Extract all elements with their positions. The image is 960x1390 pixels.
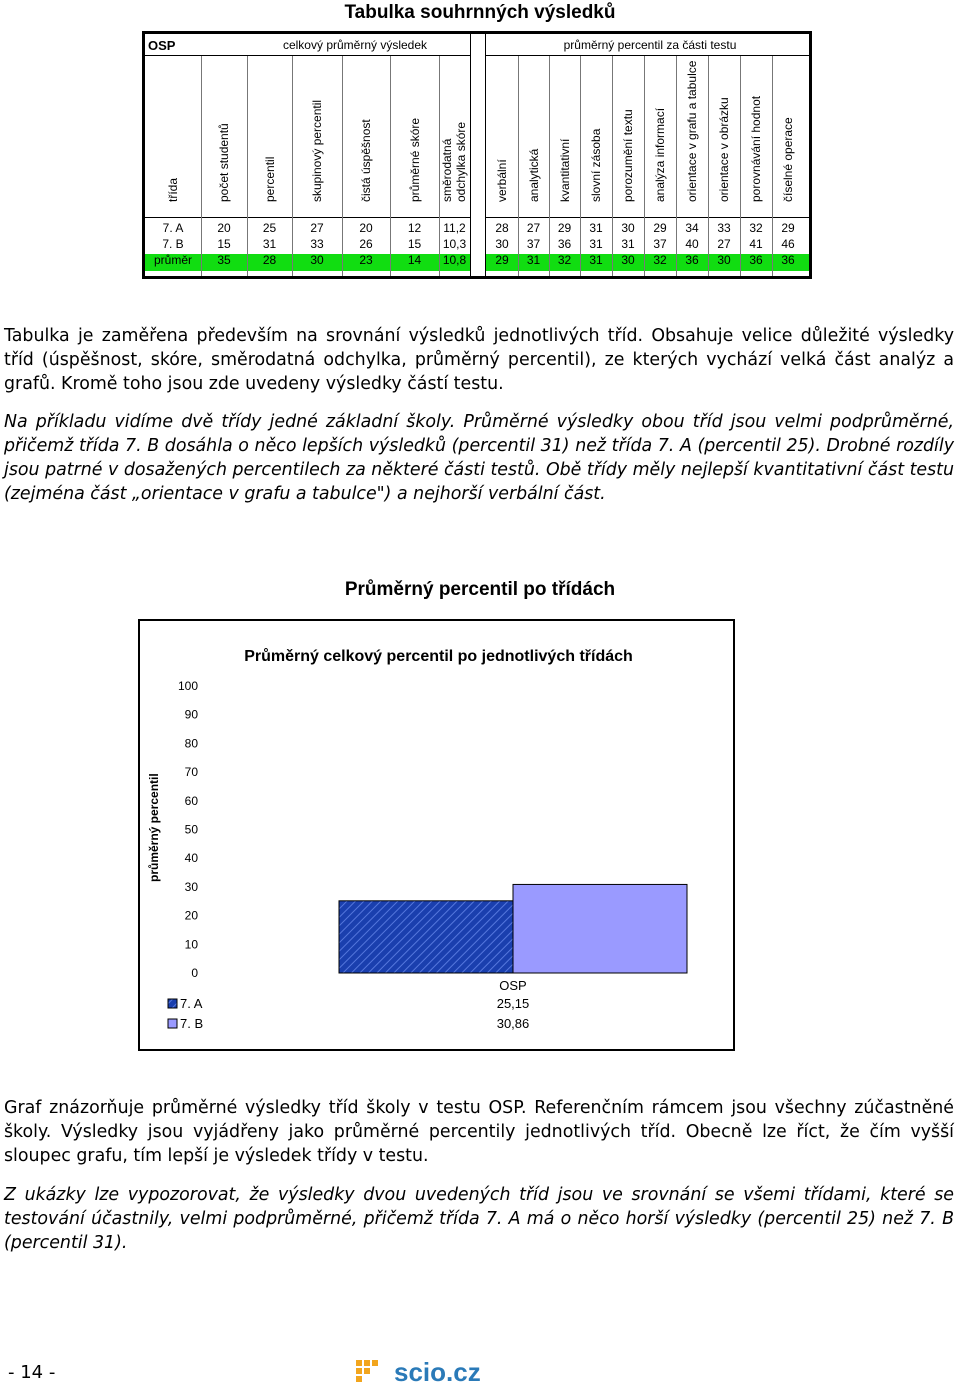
column-header: porovnávání hodnot xyxy=(749,95,763,202)
column-header: kvantitativní xyxy=(557,138,572,202)
table-cell: 32 xyxy=(557,253,572,267)
logo-text: scio.cz xyxy=(394,1357,481,1386)
table-cell: 37 xyxy=(653,237,667,251)
paragraph-table-example: Na příkladu vidíme dvě třídy jedné základní školy. Průměrné výsledky obou tříd jsou velmi podprůměrné, přičemž třída 7. B dosáhla o něco lepších výsledků (percentil 31) než třída 7. A (percentil 25). Drobné rozdíly jsou patrné v dosažených percentilech za některé části testů. Obě třídy měly nejlepší kvantitativní část testu (zejména část „orientace v grafu a tabulce") a nejhorší verbální část. xyxy=(4,412,954,504)
column-header: průměrné skóre xyxy=(407,117,422,202)
legend-swatch xyxy=(168,999,177,1008)
table-cell: 23 xyxy=(359,253,373,267)
table-cell: 29 xyxy=(557,221,572,235)
data-label: 30,86 xyxy=(496,1016,530,1031)
table-cell: 36 xyxy=(685,253,699,267)
table-cell: 27 xyxy=(526,221,541,235)
row-label: průměr xyxy=(153,253,192,267)
bar-7-a xyxy=(339,901,513,973)
table-cell: 32 xyxy=(653,253,667,267)
row-label: 7. A xyxy=(162,221,184,235)
table-cell: 30 xyxy=(495,237,509,251)
data-label: 25,15 xyxy=(496,996,530,1011)
y-tick-label: 50 xyxy=(184,822,198,837)
y-tick-label: 60 xyxy=(184,793,198,808)
column-header: třída xyxy=(166,177,180,202)
table-cell: 31 xyxy=(589,237,603,251)
legend-label: 7. B xyxy=(180,1016,204,1031)
page-number: - 14 - xyxy=(8,1362,56,1383)
table-cell: 12 xyxy=(407,221,422,235)
table-cell: 27 xyxy=(717,237,731,251)
paragraph-table-description: Tabulka je zaměřena především na srovnání výsledků jednotlivých tříd. Obsahuje velice důležité výsledky tříd (úspěšnost, skóre, směrodatná odchylka, průměrný percentil), ze kterých vychází velká část analýz a grafů. Kromě toho jsou zde uvedeny výsledky částí testu. xyxy=(4,326,954,394)
column-header: orientace v obrázku xyxy=(717,97,731,202)
table-cell: 15 xyxy=(217,237,231,251)
table-cell: 40 xyxy=(685,237,699,251)
table-cell: 30 xyxy=(717,253,731,267)
chart-section-title: Průměrný percentil po třídách xyxy=(344,579,616,600)
group2-header: průměrný percentil za části testu xyxy=(563,38,737,52)
y-tick-label: 10 xyxy=(184,937,198,952)
table-cell: 46 xyxy=(781,237,795,251)
x-tick-label: OSP xyxy=(499,978,527,993)
table-cell: 10,3 xyxy=(442,237,467,251)
table-cell: 41 xyxy=(749,237,763,251)
table-cell: 37 xyxy=(526,237,541,251)
column-header: slovní zásoba xyxy=(588,128,603,202)
legend-swatch xyxy=(168,1019,177,1028)
group1-header: celkový průměrný výsledek xyxy=(282,38,428,52)
y-tick-label: 20 xyxy=(184,908,198,923)
column-header: počet studentů xyxy=(217,123,231,202)
column-header: orientace v grafu a tabulce xyxy=(685,60,699,202)
paragraph-chart-example: Z ukázky lze vypozorovat, že výsledky dvou uvedených tříd jsou ve srovnání se všemi třídami, které se testování účastnily, velmi podprůměrné, přičemž třída 7. A má o něco horší výsledky (percentil 25) než 7. B (percentil 31). xyxy=(4,1185,954,1253)
legend-label: 7. A xyxy=(180,996,203,1011)
table-cell: 31 xyxy=(589,221,603,235)
column-header: percentil xyxy=(262,156,277,202)
table-cell: 29 xyxy=(781,221,795,235)
table-cell: 31 xyxy=(526,253,541,267)
table-cell: 34 xyxy=(685,221,699,235)
row-label: 7. B xyxy=(162,237,184,251)
y-axis-label: průměrný percentil xyxy=(147,773,161,882)
scio-logo xyxy=(354,1356,514,1390)
y-tick-label: 0 xyxy=(191,966,198,980)
table-cell: 28 xyxy=(495,221,509,235)
y-tick-label: 90 xyxy=(184,707,198,722)
table-cell: 28 xyxy=(262,253,277,267)
table-cell: 11,2 xyxy=(443,221,466,235)
table-cell: 20 xyxy=(359,221,373,235)
table-cell: 29 xyxy=(495,253,509,267)
test-label: OSP xyxy=(148,38,176,53)
table-cell: 32 xyxy=(749,221,763,235)
table-cell: 33 xyxy=(310,237,324,251)
column-header: verbální xyxy=(494,159,509,202)
table-cell: 30 xyxy=(310,253,324,267)
table-cell: 36 xyxy=(781,253,795,267)
table-cell: 30 xyxy=(621,253,635,267)
column-header: analytická xyxy=(527,148,541,202)
y-tick-label: 80 xyxy=(184,736,198,751)
column-header: analýza informací xyxy=(653,107,667,202)
column-header: odchylka skóre xyxy=(454,121,468,202)
table-cell: 26 xyxy=(359,237,373,251)
table-cell: 36 xyxy=(557,237,572,251)
table-cell: 15 xyxy=(407,237,422,251)
column-header: skupinový percentil xyxy=(310,99,324,202)
table-cell: 14 xyxy=(407,253,422,267)
column-header: čistá úspěšnost xyxy=(359,119,373,202)
table-cell: 10,8 xyxy=(442,253,467,267)
table-cell: 35 xyxy=(217,253,231,267)
table-cell: 36 xyxy=(749,253,763,267)
chart-title: Průměrný celkový percentil po jednotlivých třídách xyxy=(244,648,633,665)
y-tick-label: 40 xyxy=(184,851,198,866)
table-cell: 29 xyxy=(653,221,667,235)
table-cell: 31 xyxy=(621,237,635,251)
table-cell: 27 xyxy=(310,221,324,235)
paragraph-chart-description: Graf znázorňuje průměrné výsledky tříd školy v testu OSP. Referenčním rámcem jsou všechny zúčastněné školy. Výsledky jsou vyjádřeny jako průměrné percentily jednotlivých tříd. Obecně lze říct, že čím vyšší sloupec grafu, tím lepší je výsledek třídy v testu. xyxy=(4,1098,954,1166)
y-tick-label: 70 xyxy=(184,765,198,780)
bar-7-b xyxy=(513,884,687,973)
y-tick-label: 100 xyxy=(177,679,198,693)
y-tick-label: 30 xyxy=(184,879,198,894)
table-cell: 31 xyxy=(262,237,277,251)
table-cell: 33 xyxy=(717,221,731,235)
table-cell: 31 xyxy=(589,253,603,267)
table-cell: 20 xyxy=(217,221,231,235)
column-header: porozumění textu xyxy=(621,109,635,202)
column-header: směrodatná xyxy=(440,138,454,202)
table-cell: 25 xyxy=(262,221,277,235)
table-cell: 30 xyxy=(621,221,635,235)
column-header: číselné operace xyxy=(781,117,795,202)
page-title: Tabulka souhrnných výsledků xyxy=(344,2,616,23)
